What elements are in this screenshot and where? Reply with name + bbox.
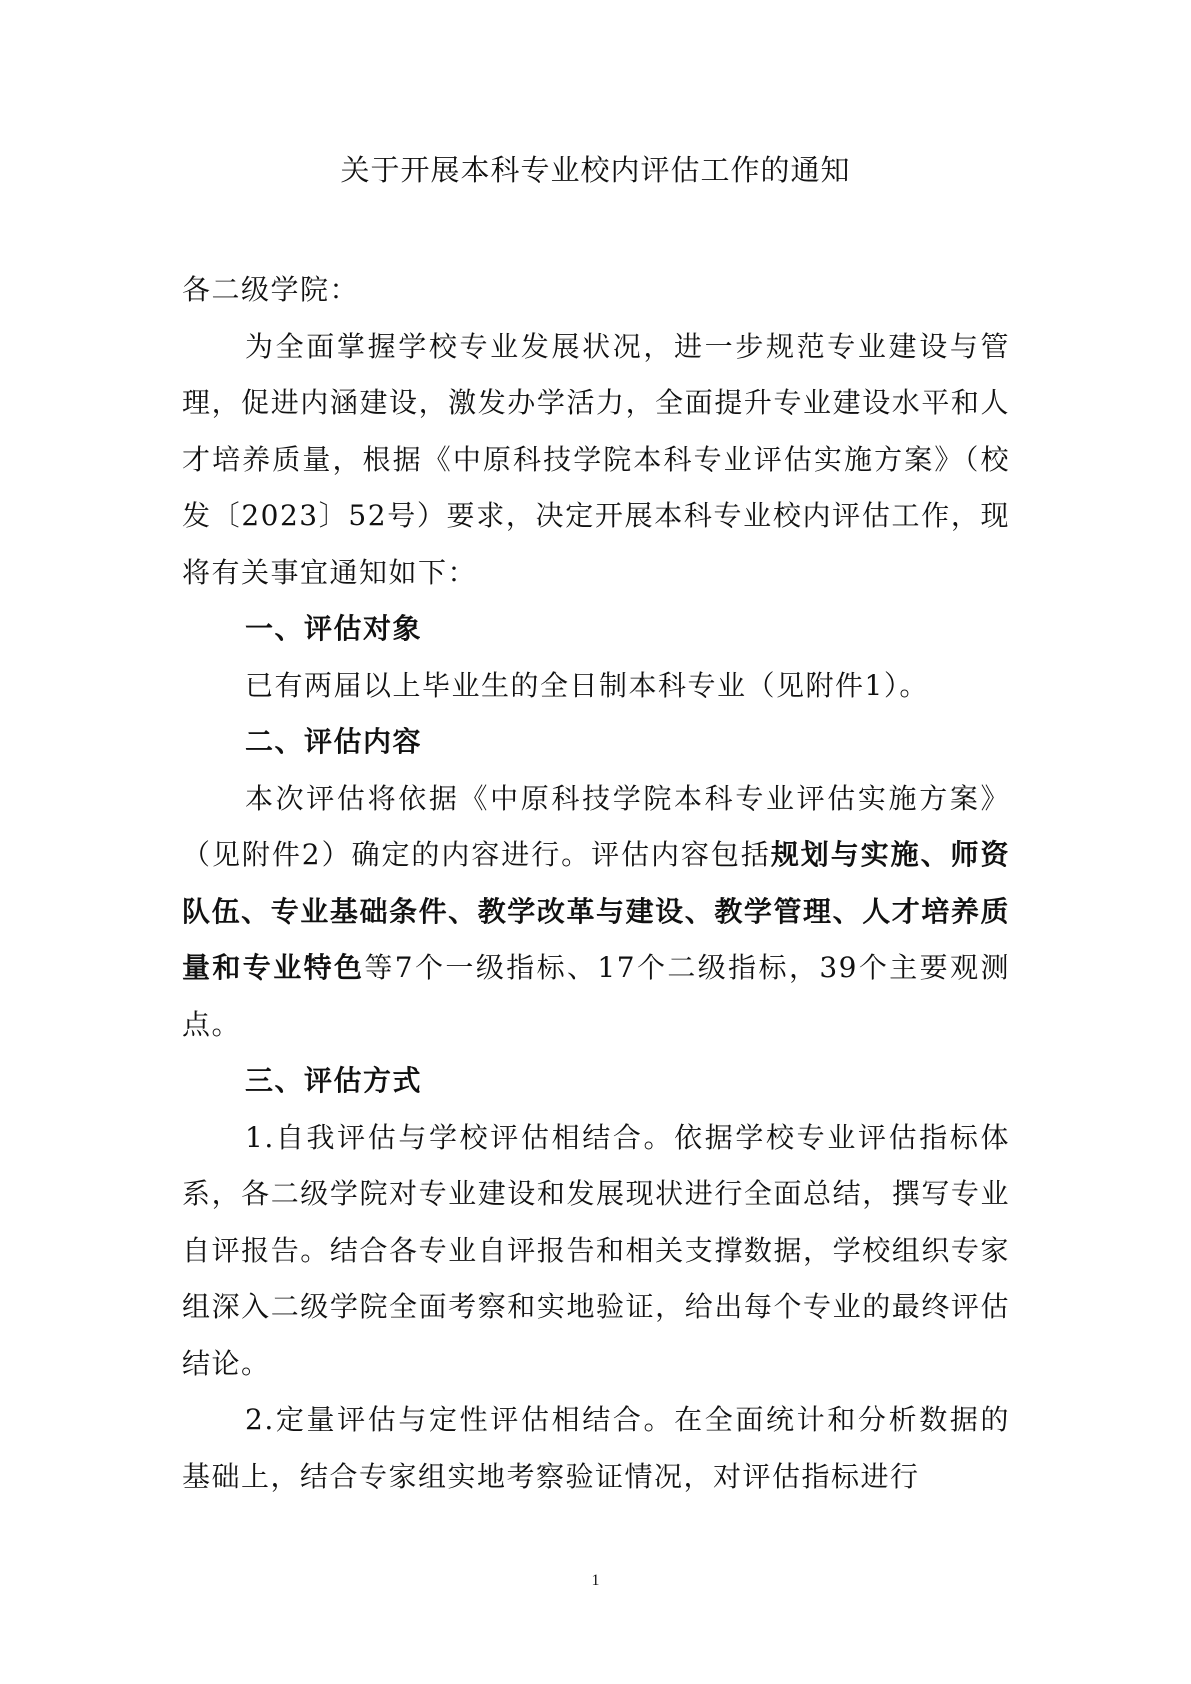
section-2-text-before: 本次评估将依据《中原科技学院本科专业评估实施方案》（见附件2）确定的内容进行。评估内容包括: [182, 781, 1010, 871]
section-3-item-1: 1.自我评估与学校评估相结合。依据学校专业评估指标体系，各二级学院对专业建设和发展现状进行全面总结，撰写专业自评报告。结合各专业自评报告和相关支撑数据，学校组织专家组深入二级学院全面考察和实地验证，给出每个专业的最终评估结论。: [182, 1120, 1010, 1380]
section-2-text: [182, 771, 1010, 1054]
section-heading-3: 三、评估方式: [245, 1064, 423, 1097]
salutation: 各二级学院：: [182, 273, 360, 306]
page-number: 1: [591, 1572, 600, 1589]
document-body: [182, 262, 1010, 1505]
section-3-item-2: 2.定量评估与定性评估相结合。在全面统计和分析数据的基础上，结合专家组实地考察验证情况，对评估指标进行: [182, 1403, 1010, 1493]
intro-paragraph: 为全面掌握学校专业发展状况，进一步规范专业建设与管理，促进内涵建设，激发办学活力，全面提升专业建设水平和人才培养质量，根据《中原科技学院本科专业评估实施方案》（校发〔2023〕52号）要求，决定开展本科专业校内评估工作，现将有关事宜通知如下：: [182, 329, 1010, 589]
section-heading-1: 一、评估对象: [245, 612, 423, 645]
section-1-text: 已有两届以上毕业生的全日制本科专业（见附件1）。: [245, 668, 929, 702]
evaluation-indicators-bold: 规划与实施、师资队伍、专业基础条件、教学改革与建设、教学管理、人才培养质量和专业特色: [182, 838, 1010, 984]
page-title: 关于开展本科专业校内评估工作的通知: [340, 153, 851, 187]
section-2-text-after: 等7个一级指标、17个二级指标，39个主要观测点。: [182, 951, 1010, 1041]
section-heading-2: 二、评估内容: [245, 725, 423, 758]
